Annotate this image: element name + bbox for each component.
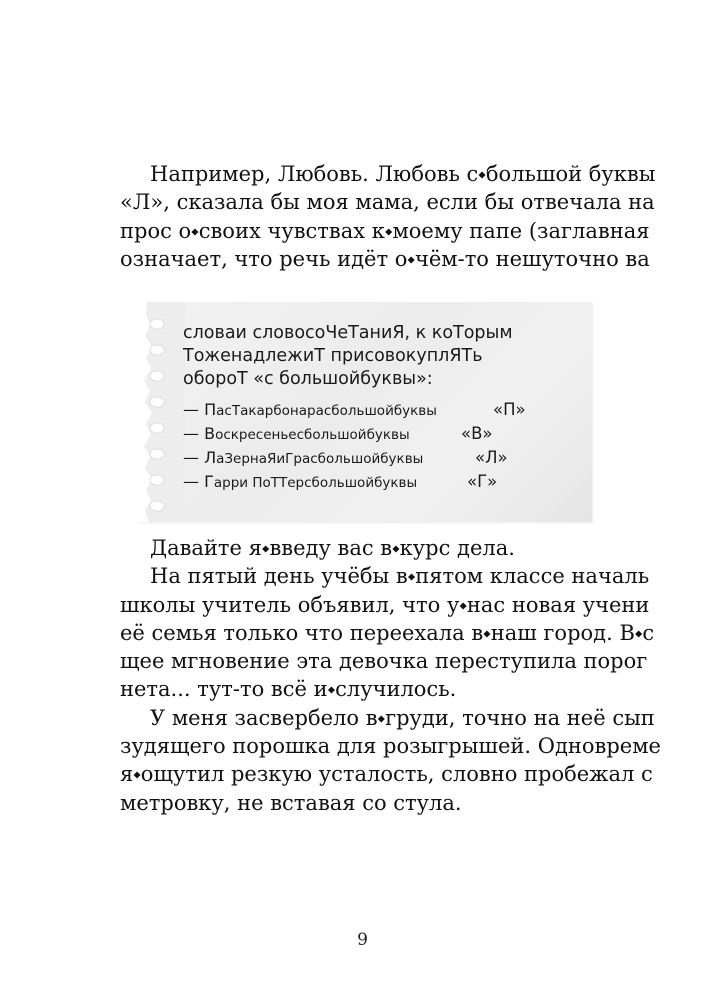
dash: — [183,400,199,419]
note-list [183,398,526,494]
dash: — [183,448,199,467]
text-line: У меня засвербело в⬩груди, точно на неё сып [150,705,655,730]
note-header-line: словаи словосоЧеТаниЯ, к коТорым [183,323,513,343]
text-line: прос о⬩своих чувствах к⬩моему папе (заглавная [120,218,650,243]
note-list-item [183,470,513,494]
note-header-line: обороТ «с большойбуквы»: [183,369,433,389]
text-line: «Л», сказала бы моя мама, если бы отвечала на [120,190,655,215]
torn-edge-image [137,302,185,522]
first-letter: П [204,400,217,419]
quoted-letter: «Л» [475,448,508,467]
first-letter: В [204,424,216,443]
note-list-item [183,446,513,470]
paragraph-bottom [120,534,725,817]
dash: — [183,424,199,443]
text-line: Давайте я⬩введу вас в⬩курс дела. [150,536,515,560]
text-line: нета... тут-то всё и⬩случилось. [120,677,457,702]
word-rest: аЗернаЯиГрасбольшойбуквы [216,451,424,467]
torn-notebook-note [137,302,592,522]
word-rest: асТакарбонарасбольшойбуквы [216,403,437,419]
text-line: означает, что речь идёт о⬩чём-то нешуточно ва [120,246,650,271]
word-rest: оскресеньесбольшойбуквы [215,427,410,443]
dash: — [183,472,199,491]
text-line: её семья только что переехала в⬩наш город. В⬩с [120,620,655,645]
note-list-item [183,398,526,422]
note-text [183,322,526,494]
first-letter: Л [204,448,217,467]
first-letter: Г [204,472,214,491]
note-list-item [183,422,513,446]
quoted-letter: «В» [461,424,493,443]
paragraph-top [120,160,725,273]
word-rest: арри ПоТТерсбольшойбуквы [213,475,418,491]
quoted-letter: «П» [493,400,526,419]
text-line: На пятый день учёбы в⬩пятом классе началь [150,564,650,589]
text-line: щее мгновение эта девочка переступила порог [120,649,648,674]
text-line: метровку, не вставая со стула. [120,790,462,815]
text-line: зудящего порошка для розыгрышей. Одновреме [120,734,661,759]
quoted-letter: «Г» [467,472,498,491]
text-line: школы учитель объявил, что у⬩нас новая учени [120,592,650,617]
text-line: Например, Любовь. Любовь с⬩большой буквы [150,162,656,186]
text-line: я⬩ощутил резкую усталость, словно пробежал с [120,762,653,787]
note-header-line: ТоженадлежиТ присовокуплЯТь [183,346,483,366]
page-number: 9 [357,930,368,950]
note-header [183,322,513,391]
